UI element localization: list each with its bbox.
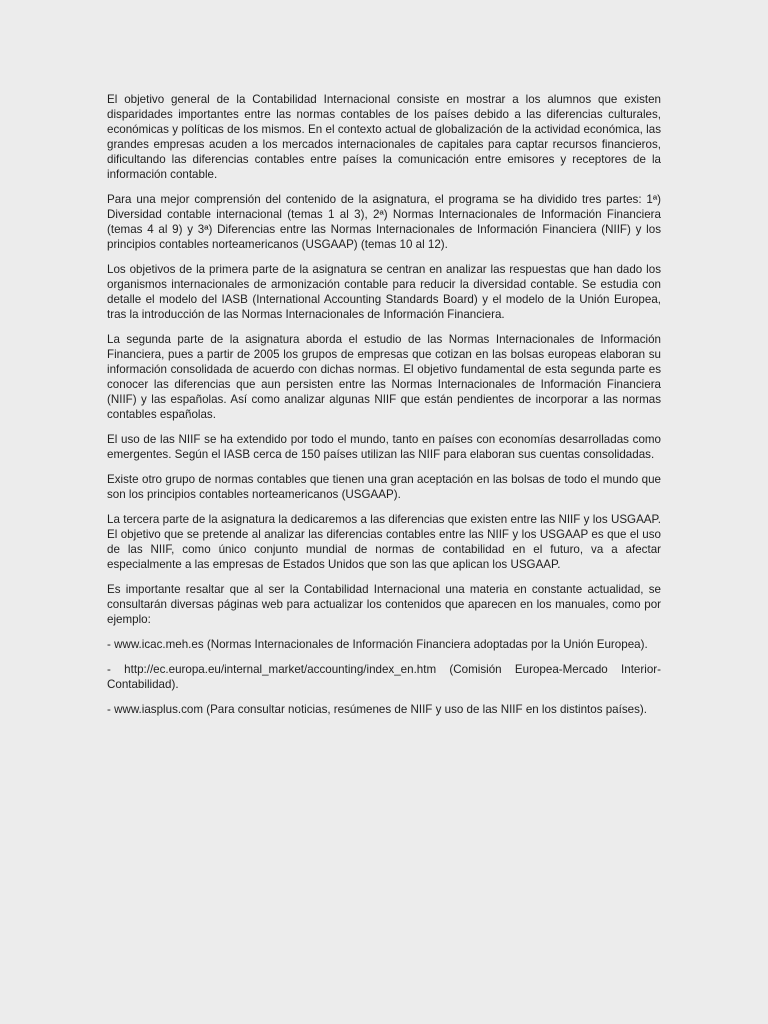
- paragraph-usgaap: Existe otro grupo de normas contables que tienen una gran aceptación en las bolsas de todo el mundo que son los principios contables norteamericanos (USGAAP).: [107, 473, 661, 501]
- paragraph-first-part: Los objetivos de la primera parte de la asignatura se centran en analizar las respuestas que han dado los organismos internacionales de armonización contable para reducir la diversidad contable. Se estudia con detalle el modelo del IASB (International Accounting Standards Board) y el modelo de la Unión Europea, tras la introducción de las Normas Internacionales de Información Financiera.: [107, 263, 661, 321]
- paragraph-intro: El objetivo general de la Contabilidad Internacional consiste en mostrar a los alumnos que existen disparidades importantes entre las normas contables de los países debido a las diferencias culturales, económicas y políticas de los mismos. En el contexto actual de globalización de la actividad económica, las grandes empresas acuden a los mercados internacionales de capitales para captar recursos financieros, dificultando las diferencias contables entre países la comunicación entre emisores y receptores de la información contable.: [107, 93, 661, 181]
- document-body: [107, 92, 661, 727]
- paragraph-niif-usage: El uso de las NIIF se ha extendido por todo el mundo, tanto en países con economías desarrolladas como emergentes. Según el IASB cerca de 150 países utilizan las NIIF para elaboran sus cuentas consolidadas.: [107, 433, 661, 461]
- list-item-iasplus: - www.iasplus.com (Para consultar noticias, resúmenes de NIIF y uso de las NIIF en los distintos países).: [107, 703, 647, 716]
- paragraph-program-parts: Para una mejor comprensión del contenido de la asignatura, el programa se ha dividido tres partes: 1ª) Diversidad contable internacional (temas 1 al 3), 2ª) Normas Internacionales de Información Financiera (temas 4 al 9) y 3ª) Diferencias entre las Normas Internacionales de Información Financiera (NIIF) y los principios contables norteamericanos (USGAAP) (temas 10 al 12).: [107, 193, 661, 251]
- paragraph-third-part: La tercera parte de la asignatura la dedicaremos a las diferencias que existen entre las NIIF y los USGAAP. El objetivo que se pretende al analizar las diferencias contables entre las NIIF y los USGAAP es que el uso de las NIIF, como único conjunto mundial de normas de contabilidad en el futuro, va a afectar especialmente a las empresas de Estados Unidos que son las que aplican los USGAAP.: [107, 513, 661, 571]
- paragraph-second-part: La segunda parte de la asignatura aborda el estudio de las Normas Internacionales de Información Financiera, pues a partir de 2005 los grupos de empresas que cotizan en las bolsas europeas elaboran su información consolidada de acuerdo con dichas normas. El objetivo fundamental de esta segunda parte es conocer las diferencias que aun persisten entre las Normas Internacionales de Información Financiera (NIIF) y las españolas. Así como analizar algunas NIIF que están pendientes de incorporar a las normas contables españolas.: [107, 333, 661, 421]
- paragraph-web-resources: Es importante resaltar que al ser la Contabilidad Internacional una materia en constante actualidad, se consultarán diversas páginas web para actualizar los contenidos que aparecen en los manuales, como por ejemplo:: [107, 583, 661, 626]
- list-item-icac: - www.icac.meh.es (Normas Internacionales de Información Financiera adoptadas por la Unión Europea).: [107, 638, 648, 651]
- list-item-europa: - http://ec.europa.eu/internal_market/accounting/index_en.htm (Comisión Europea-Mercado Interior-Contabilidad).: [107, 663, 661, 691]
